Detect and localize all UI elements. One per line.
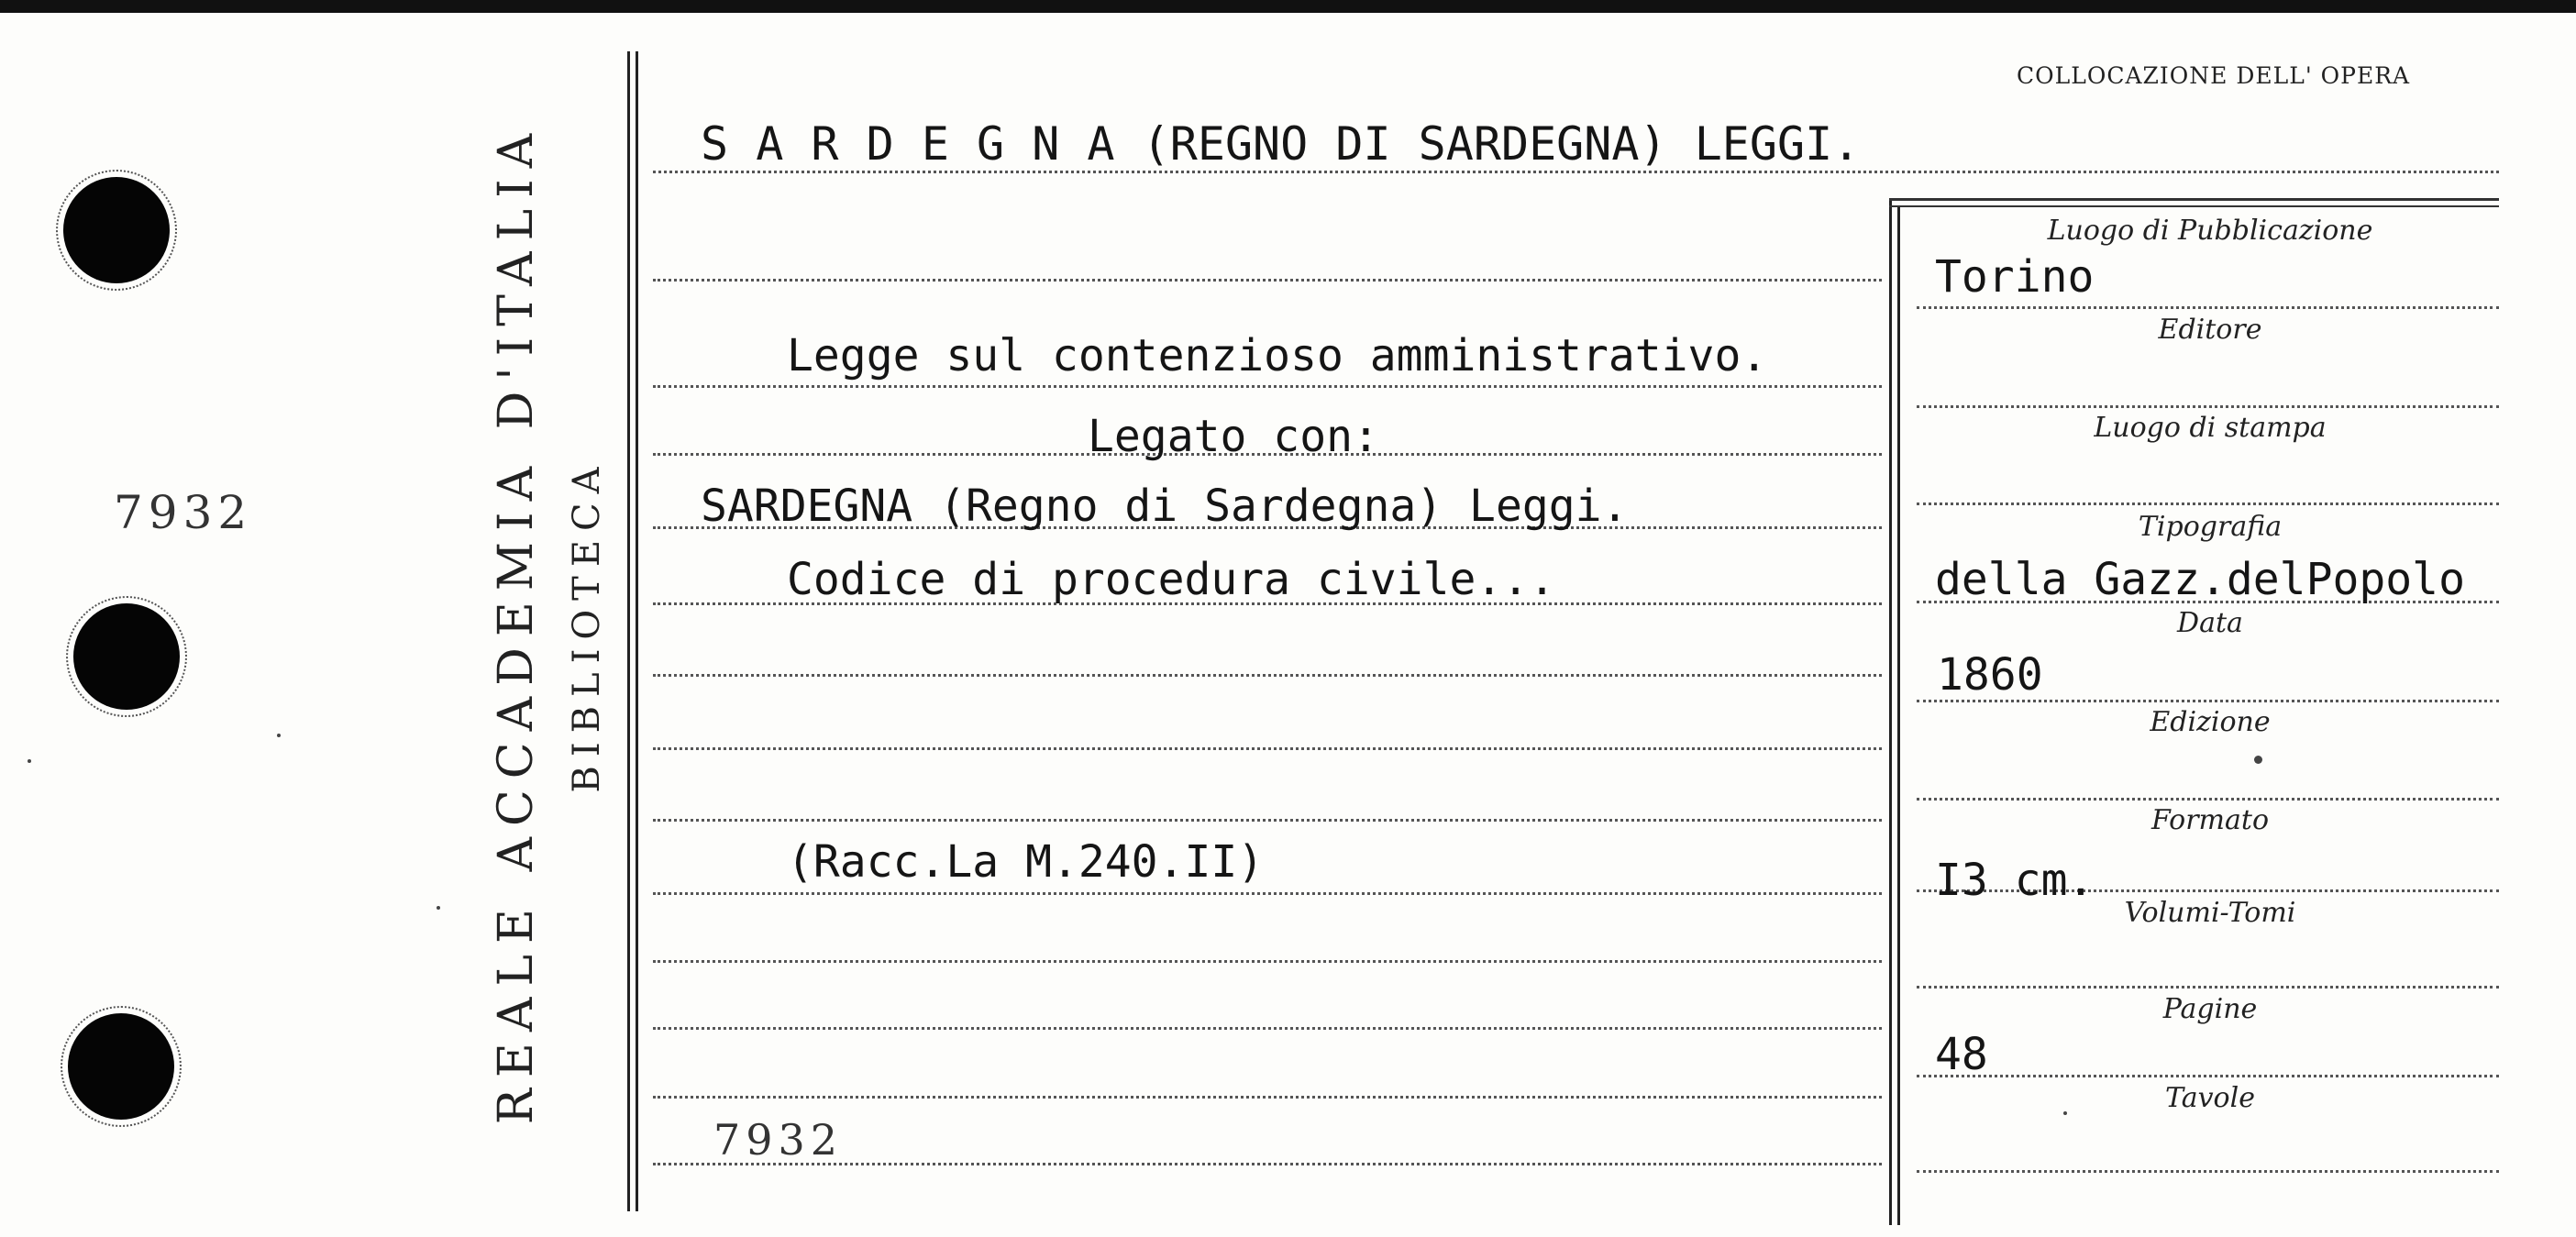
field-label-editore: Editore [2158, 314, 2262, 346]
field-rule-3 [1917, 503, 2499, 505]
punch-hole-bottom [68, 1013, 174, 1120]
field-value-formato: I3 cm. [1935, 855, 2095, 906]
rule-11 [653, 960, 1882, 963]
paper-speck [2063, 1111, 2067, 1115]
vertical-library-label: BIBLIOTECA [566, 458, 608, 793]
field-label-tavole: Tavole [2165, 1082, 2255, 1114]
rule-heading [653, 171, 2499, 173]
rule-2 [653, 279, 1882, 282]
paper-speck [2254, 756, 2262, 764]
field-label-edizione: Edizione [2150, 706, 2271, 738]
second-heading-line: SARDEGNA (Regno di Sardegna) Leggi. [701, 480, 1629, 532]
rule-13 [653, 1096, 1882, 1099]
field-label-tipografia: Tipografia [2138, 511, 2283, 543]
paper-speck [277, 734, 281, 737]
paper-speck [28, 759, 31, 763]
field-rule-1 [1917, 306, 2499, 309]
right-panel-top-rule [1889, 198, 2499, 201]
card-top-edge [0, 0, 2576, 13]
right-panel-rule-a [1889, 198, 1892, 1225]
right-panel-top-rule-inner [1889, 205, 2499, 207]
title-line: Legge sul contenzioso amministrativo. [787, 330, 1768, 381]
second-title-line: Codice di procedura civile... [787, 554, 1556, 605]
field-label-luogo-stampa: Luogo di stampa [2094, 412, 2327, 444]
collection-note: (Racc.La M.240.II) [787, 836, 1265, 888]
rule-10 [653, 892, 1882, 895]
bound-with-line: Legato con: [1088, 411, 1379, 462]
shelfmark-header: COLLOCAZIONE DELL' OPERA [2017, 62, 2411, 89]
left-double-rule-b [636, 51, 638, 1211]
field-label-volumi-tomi: Volumi-Tomi [2124, 897, 2296, 929]
rule-3 [653, 385, 1882, 388]
rule-7 [653, 674, 1882, 677]
field-label-pagine: Pagine [2162, 993, 2258, 1025]
heading-line: S A R D E G N A (REGNO DI SARDEGNA) LEGGI. [701, 117, 1861, 171]
vertical-institution-title: REALE ACCADEMIA D'ITALIA [489, 122, 544, 1125]
right-panel-rule-b [1897, 205, 1900, 1225]
field-value-pagine: 48 [1935, 1029, 1988, 1080]
left-margin-number: 7932 [114, 486, 253, 539]
field-label-formato: Formato [2150, 804, 2270, 836]
punch-hole-top [63, 177, 170, 283]
field-rule-6 [1917, 798, 2499, 801]
left-double-rule-a [627, 51, 630, 1211]
paper-speck [437, 906, 440, 910]
field-rule-10 [1917, 1170, 2499, 1173]
rule-9 [653, 819, 1882, 822]
field-rule-9 [1917, 1075, 2499, 1077]
field-value-data: 1860 [1937, 649, 2043, 701]
field-label-luogo-pubblicazione: Luogo di Pubblicazione [2047, 215, 2373, 247]
bottom-card-number: 7932 [713, 1115, 844, 1165]
field-value-tipografia: della Gazz.delPopolo [1935, 554, 2465, 605]
rule-12 [653, 1027, 1882, 1030]
field-rule-2 [1917, 405, 2499, 408]
field-label-data: Data [2177, 607, 2243, 639]
punch-hole-middle [73, 603, 180, 710]
rule-8 [653, 747, 1882, 750]
field-value-luogo-pubblicazione: Torino [1935, 251, 2095, 303]
field-rule-8 [1917, 986, 2499, 988]
